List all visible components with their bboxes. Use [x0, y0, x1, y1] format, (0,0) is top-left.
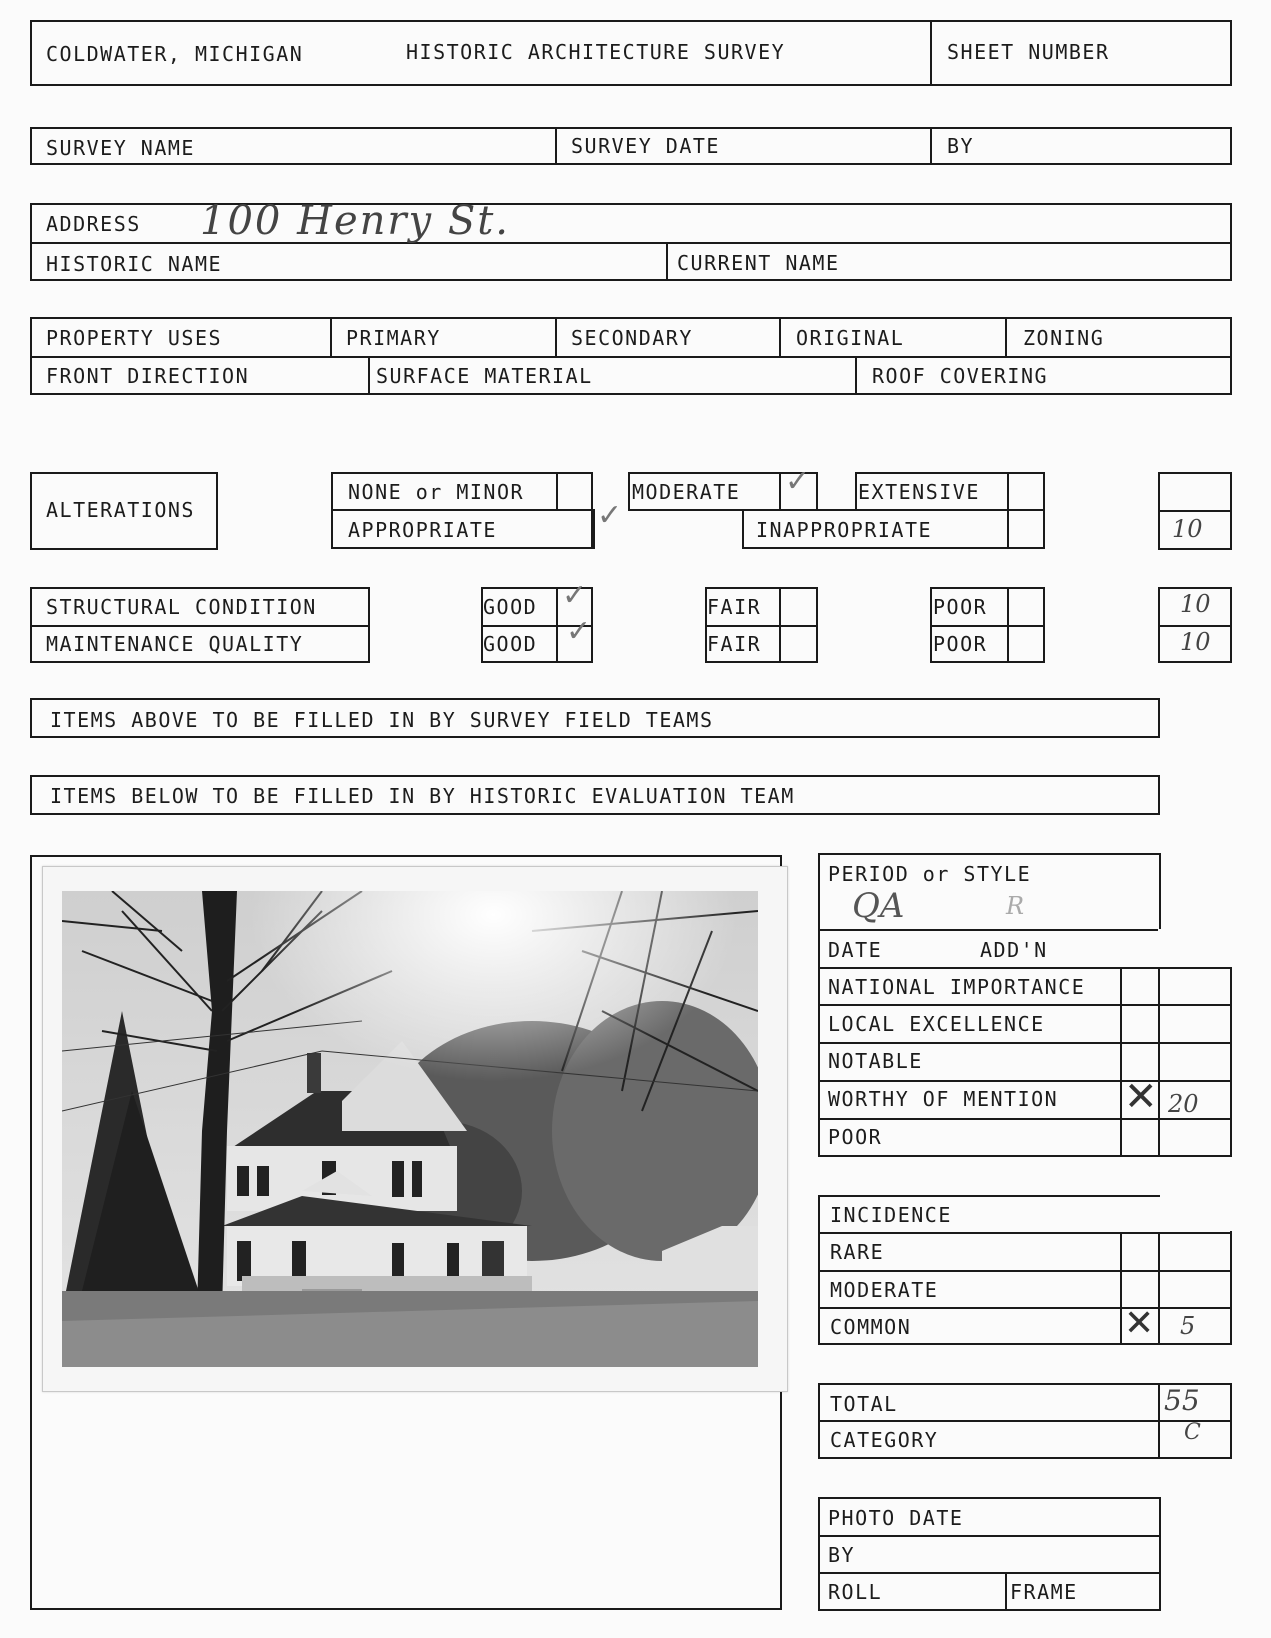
structural-poor-label: POOR	[933, 595, 988, 619]
period-label: PERIOD or STYLE	[828, 862, 1032, 886]
appropriate-checkmark: ✓	[597, 498, 623, 533]
survey-name-label: SURVEY NAME	[46, 136, 195, 160]
property-v2	[555, 317, 557, 356]
survey-divider-2	[930, 127, 932, 165]
local-excellence-label: LOCAL EXCELLENCE	[828, 1012, 1045, 1036]
incidence-col-1	[1120, 1232, 1122, 1345]
rating-div-2	[818, 1004, 1232, 1006]
structural-fair-label: FAIR	[707, 595, 762, 619]
maintenance-poor-label: POOR	[933, 632, 988, 656]
property-v1	[330, 317, 332, 356]
condition-label-divider	[30, 625, 370, 627]
moderate-checkmark: ✓	[785, 464, 811, 499]
structural-condition-label: STRUCTURAL CONDITION	[46, 595, 317, 619]
maintenance-good-label: GOOD	[483, 632, 538, 656]
rating-col-2	[1158, 967, 1160, 1157]
worthy-score: 20	[1168, 1090, 1199, 1118]
incidence-moderate-label: MODERATE	[830, 1278, 939, 1302]
header-title: HISTORIC ARCHITECTURE SURVEY	[406, 40, 786, 64]
property-v4	[1005, 317, 1007, 356]
poor-check-divider	[1007, 587, 1009, 663]
common-x-mark: ✕	[1124, 1303, 1155, 1344]
header-location: COLDWATER, MICHIGAN	[46, 42, 304, 66]
primary-label: PRIMARY	[346, 326, 441, 350]
period-poor-label: POOR	[828, 1125, 883, 1149]
total-div	[818, 1420, 1232, 1422]
appropriate-check-divider	[593, 509, 595, 549]
rating-div-1	[818, 967, 1232, 969]
worthy-x-mark: ✕	[1124, 1074, 1158, 1120]
appropriate-label: APPROPRIATE	[348, 518, 497, 542]
total-col	[1158, 1383, 1160, 1459]
roof-covering-label: ROOF COVERING	[872, 364, 1049, 388]
incidence-corner-mask	[1160, 1195, 1234, 1231]
property-divider	[30, 356, 1232, 358]
rating-corner-mask	[1158, 929, 1234, 967]
rating-div-5	[818, 1118, 1232, 1120]
secondary-label: SECONDARY	[571, 326, 693, 350]
date-label: DATE	[828, 938, 883, 962]
worthy-of-mention-label: WORTHY OF MENTION	[828, 1087, 1059, 1111]
none-minor-check-divider	[556, 472, 558, 511]
photo-info-div-2	[818, 1572, 1161, 1574]
maintenance-fair-label: FAIR	[707, 632, 762, 656]
photo-by-label: BY	[828, 1543, 856, 1567]
period-value-secondary: R	[1006, 892, 1025, 920]
national-importance-label: NATIONAL IMPORTANCE	[828, 975, 1086, 999]
common-label: COMMON	[830, 1315, 912, 1339]
alterations-label: ALTERATIONS	[46, 498, 195, 522]
notes-below-text: ITEMS BELOW TO BE FILLED IN BY HISTORIC EVALUATION TEAM	[50, 784, 795, 808]
roll-label: ROLL	[828, 1580, 883, 1604]
common-score: 5	[1180, 1312, 1196, 1340]
period-value: QA	[852, 886, 905, 926]
address-value: 100 Henry St.	[200, 198, 511, 244]
maintenance-quality-label: MAINTENANCE QUALITY	[46, 632, 304, 656]
property-uses-label: PROPERTY USES	[46, 326, 223, 350]
surface-material-label: SURFACE MATERIAL	[376, 364, 593, 388]
photo-info-col	[1005, 1572, 1007, 1611]
property-v3	[779, 317, 781, 356]
good-check-divider	[556, 587, 558, 663]
rating-div-3	[818, 1042, 1232, 1044]
incidence-div-3	[818, 1307, 1232, 1309]
house-photo	[62, 891, 758, 1367]
historic-name-label: HISTORIC NAME	[46, 252, 223, 276]
total-label: TOTAL	[830, 1392, 898, 1416]
notable-label: NOTABLE	[828, 1049, 923, 1073]
extensive-label: EXTENSIVE	[858, 480, 980, 504]
rating-div-4	[818, 1080, 1232, 1082]
inappropriate-label: INAPPROPRIATE	[756, 518, 933, 542]
current-name-label: CURRENT NAME	[677, 251, 840, 275]
alterations-score: 10	[1172, 515, 1203, 543]
property-v6	[855, 356, 857, 395]
none-minor-label: NONE or MINOR	[348, 480, 525, 504]
total-value: 55	[1164, 1384, 1200, 1417]
fair-divider	[705, 625, 818, 627]
maintenance-score: 10	[1180, 628, 1211, 656]
sheet-number-label: SHEET NUMBER	[947, 40, 1110, 64]
zoning-label: ZONING	[1023, 326, 1105, 350]
extensive-check-divider	[1007, 472, 1009, 511]
address-vdivider	[666, 242, 668, 281]
category-label: CATEGORY	[830, 1428, 939, 1452]
notes-above-text: ITEMS ABOVE TO BE FILLED IN BY SURVEY FIELD TEAMS	[50, 708, 714, 732]
inappropriate-check-divider	[1007, 509, 1009, 549]
incidence-div-2	[818, 1270, 1232, 1272]
incidence-div-1	[818, 1232, 1232, 1234]
category-value: C	[1184, 1420, 1201, 1445]
structural-score: 10	[1180, 590, 1211, 618]
structural-good-checkmark: ✓	[562, 578, 588, 613]
photo-date-label: PHOTO DATE	[828, 1506, 964, 1530]
alterations-score-divider	[1158, 510, 1232, 512]
address-label: ADDRESS	[46, 212, 141, 236]
condition-score-divider	[1158, 625, 1232, 627]
incidence-col-2	[1158, 1232, 1160, 1345]
header-divider	[930, 20, 932, 86]
property-v5	[368, 356, 370, 395]
structural-good-label: GOOD	[483, 595, 538, 619]
poor-divider	[930, 625, 1045, 627]
photo-info-div-1	[818, 1535, 1161, 1537]
front-direction-label: FRONT DIRECTION	[46, 364, 250, 388]
incidence-label: INCIDENCE	[830, 1203, 952, 1227]
survey-by-label: BY	[947, 134, 975, 158]
survey-date-label: SURVEY DATE	[571, 134, 720, 158]
addn-label: ADD'N	[980, 938, 1048, 962]
frame-label: FRAME	[1010, 1580, 1078, 1604]
moderate-label: MODERATE	[632, 480, 741, 504]
survey-divider-1	[555, 127, 557, 165]
rare-label: RARE	[830, 1240, 885, 1264]
maintenance-good-checkmark: ✓	[566, 614, 592, 649]
rating-col-1	[1120, 967, 1122, 1157]
fair-check-divider	[779, 587, 781, 663]
original-label: ORIGINAL	[796, 326, 905, 350]
moderate-check-divider	[779, 472, 781, 511]
